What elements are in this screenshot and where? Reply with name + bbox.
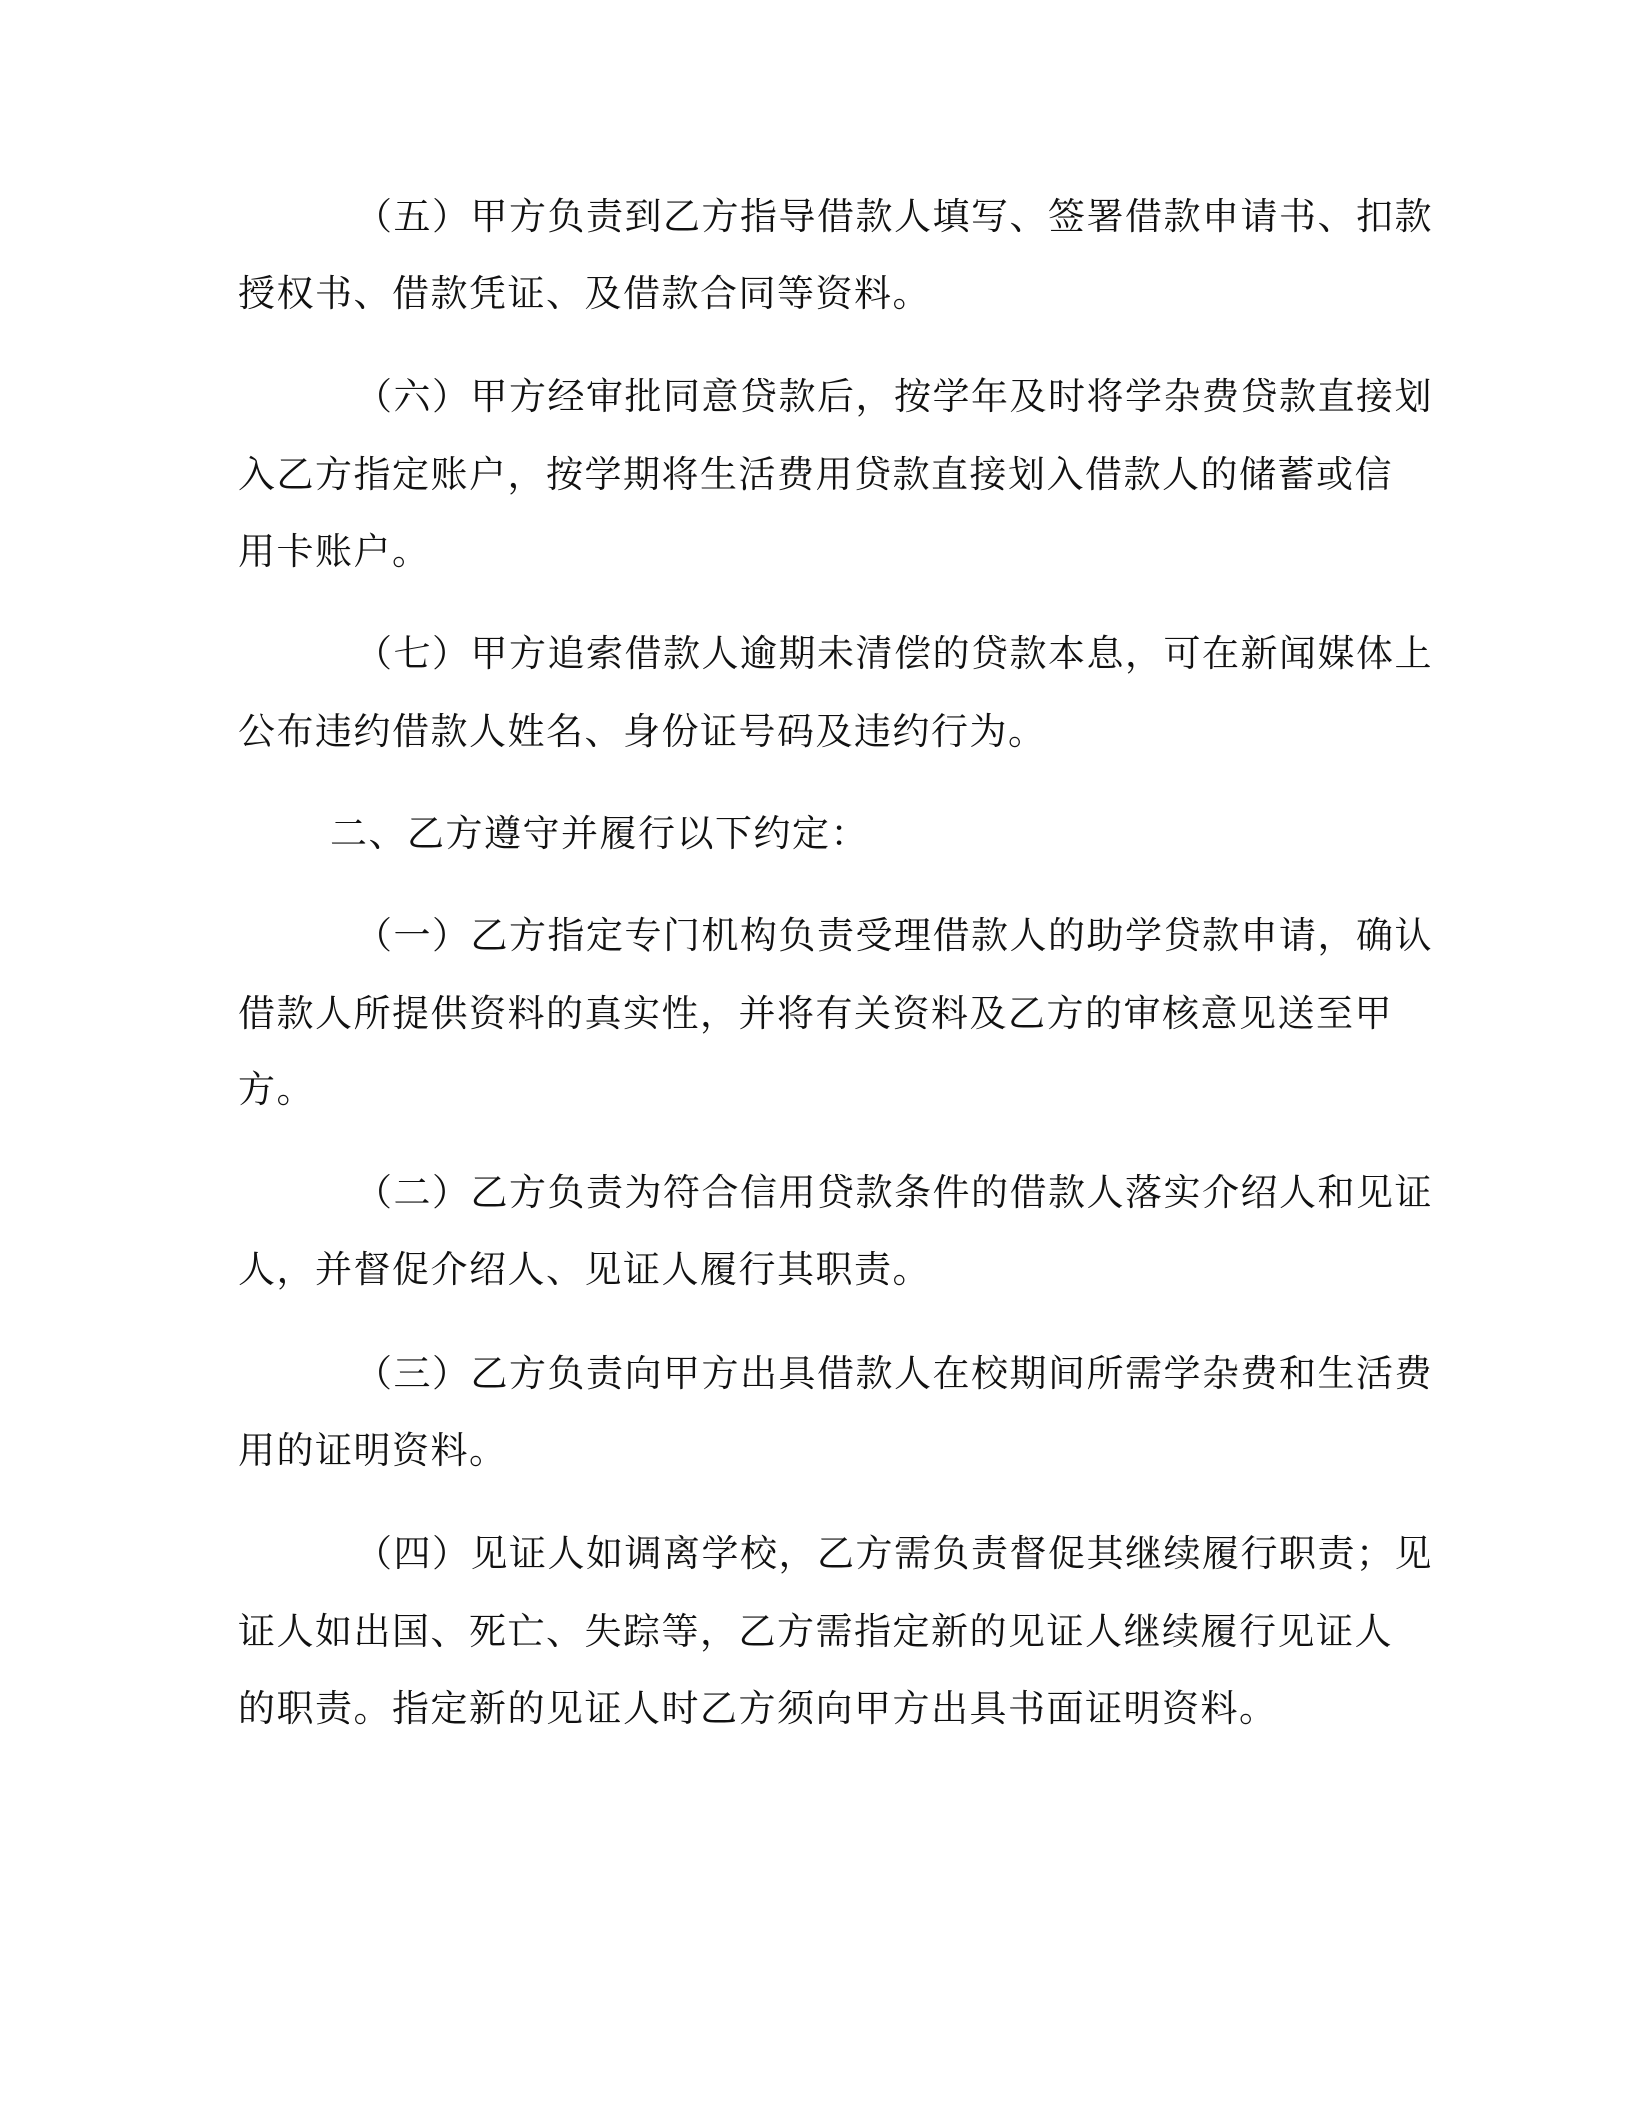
clause-7-line-2: 公布违约借款人姓名、身份证号码及违约行为。 [238, 710, 1047, 753]
section-heading: 二、乙方遵守并履行以下约定： [330, 812, 869, 855]
clause-2-line-2: 人，并督促介绍人、见证人履行其职责。 [238, 1248, 931, 1291]
clause-2-line-1: （二）乙方负责为符合信用贷款条件的借款人落实介绍人和见证 [355, 1171, 1433, 1214]
clause-1-line-2: 借款人所提供资料的真实性，并将有关资料及乙方的审核意见送至甲 [238, 992, 1393, 1035]
clause-4-line-2: 证人如出国、死亡、失踪等，乙方需指定新的见证人继续履行见证人 [238, 1610, 1393, 1653]
clause-3-line-2: 用的证明资料。 [238, 1429, 508, 1472]
clause-6-line-3: 用卡账户。 [238, 530, 431, 573]
clause-7-line-1: （七）甲方追索借款人逾期未清偿的贷款本息，可在新闻媒体上 [355, 632, 1433, 675]
clause-3-line-1: （三）乙方负责向甲方出具借款人在校期间所需学杂费和生活费 [355, 1352, 1433, 1395]
clause-4-line-3: 的职责。指定新的见证人时乙方须向甲方出具书面证明资料。 [238, 1687, 1278, 1730]
clause-4-line-1: （四）见证人如调离学校，乙方需负责督促其继续履行职责；见 [355, 1532, 1433, 1575]
clause-5-line-2: 授权书、借款凭证、及借款合同等资料。 [238, 272, 931, 315]
clause-1-line-3: 方。 [238, 1068, 315, 1111]
clause-1-line-1: （一）乙方指定专门机构负责受理借款人的助学贷款申请，确认 [355, 914, 1433, 957]
clause-6-line-2: 入乙方指定账户，按学期将生活费用贷款直接划入借款人的储蓄或信 [238, 453, 1393, 496]
clause-5-line-1: （五）甲方负责到乙方指导借款人填写、签署借款申请书、扣款 [355, 195, 1433, 238]
clause-6-line-1: （六）甲方经审批同意贷款后，按学年及时将学杂费贷款直接划 [355, 375, 1433, 418]
